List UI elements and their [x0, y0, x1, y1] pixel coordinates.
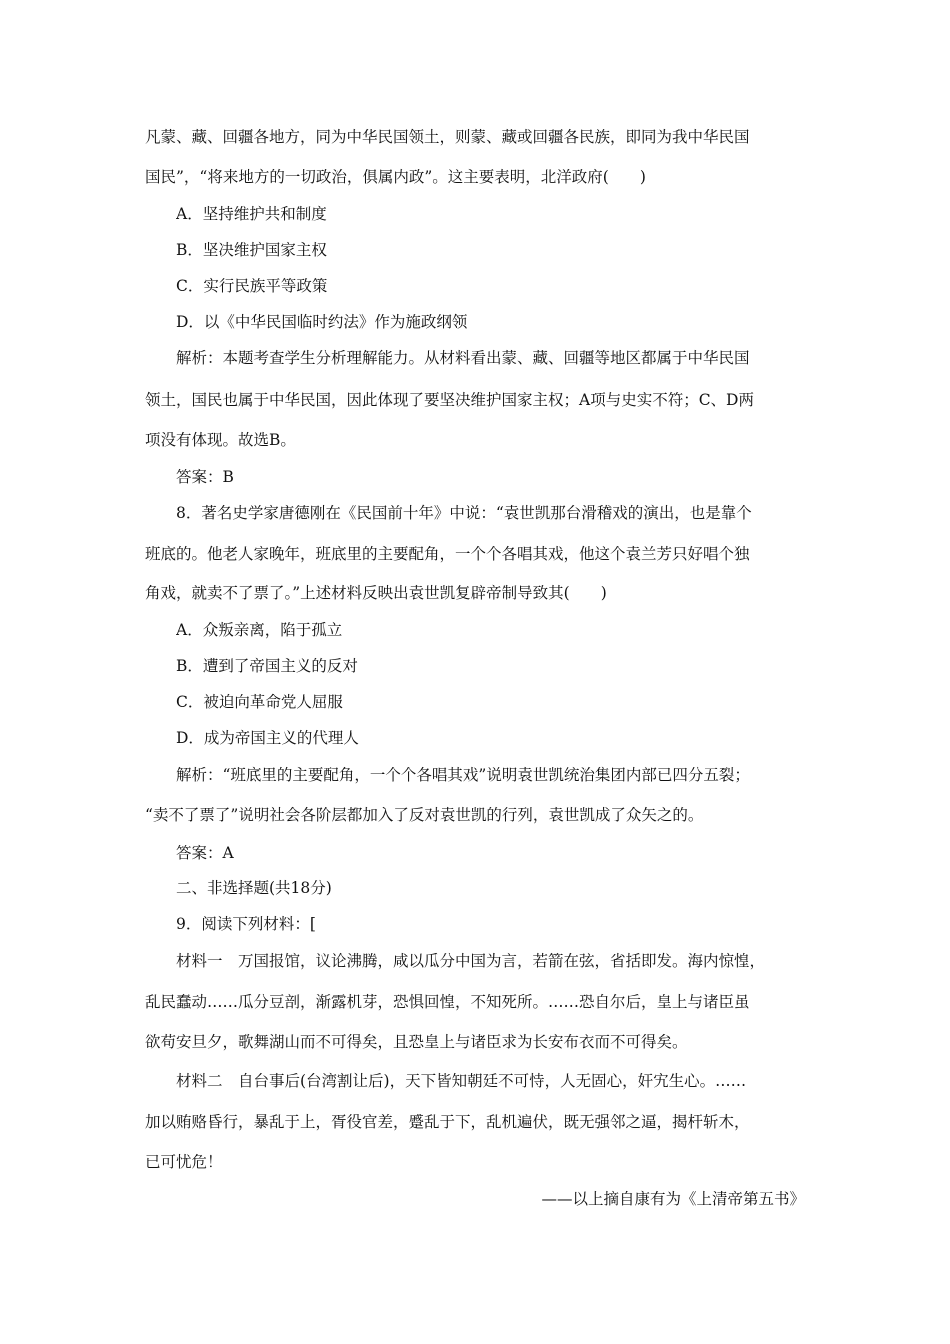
q7-answer: 答案：B	[176, 468, 234, 486]
q8-option-b: B．遭到了帝国主义的反对	[176, 657, 358, 675]
q8-option-d: D．成为帝国主义的代理人	[176, 729, 359, 747]
section-2-heading: 二、非选择题(共18分)	[176, 879, 332, 897]
q9-material-1-line-3: 欲苟安旦夕，歌舞湖山而不可得矣，且恐皇上与诸臣求为长安布衣而不可得矣。	[145, 1033, 688, 1051]
q8-analysis-line-2: “卖不了票了”说明社会各阶层都加入了反对袁世凯的行列，袁世凯成了众矢之的。	[145, 806, 704, 824]
q9-material-1-line-1: 材料一 万国报馆，议论沸腾，咸以瓜分中国为言，若箭在弦，省括即发。海内惊惶，	[176, 952, 766, 970]
q8-stem-line-1: 8．著名史学家唐德刚在《民国前十年》中说：“袁世凯那台滑稽戏的演出，也是靠个	[176, 504, 752, 522]
q7-analysis-line-2: 领土，国民也属于中华民国，因此体现了要坚决维护国家主权；A项与史实不符；C、D两	[145, 391, 754, 409]
q8-answer: 答案：A	[176, 844, 234, 862]
q7-stem-line-1: 凡蒙、藏、回疆各地方，同为中华民国领土，则蒙、藏或回疆各民族，即同为我中华民国	[145, 128, 750, 146]
q9-intro: 9．阅读下列材料：[	[176, 915, 316, 933]
q7-option-c: C．实行民族平等政策	[176, 277, 328, 295]
q7-option-d: D．以《中华民国临时约法》作为施政纲领	[176, 313, 468, 331]
q8-stem-line-3: 角戏，就卖不了票了。”上述材料反映出袁世凯复辟帝制导致其( )	[145, 584, 607, 602]
q9-material-2-line-3: 已可忧危！	[145, 1153, 223, 1171]
q7-stem-line-2: 国民”，“将来地方的一切政治，俱属内政”。这主要表明，北洋政府( )	[145, 168, 646, 186]
q9-source-citation: ——以上摘自康有为《上清帝第五书》	[541, 1190, 805, 1208]
q8-option-a: A．众叛亲离，陷于孤立	[176, 621, 343, 639]
q8-option-c: C．被迫向革命党人屈服	[176, 693, 343, 711]
q7-analysis-line-1: 解析：本题考查学生分析理解能力。从材料看出蒙、藏、回疆等地区都属于中华民国	[176, 349, 750, 367]
q8-analysis-line-1: 解析：“班底里的主要配角，一个个各唱其戏”说明袁世凯统治集团内部已四分五裂；	[176, 766, 750, 784]
q9-material-2-line-2: 加以贿赂昏行，暴乱于上，胥役官差，蹙乱于下，乱机遍伏，既无强邻之逼，揭杆斩木，	[145, 1113, 750, 1131]
q9-material-1-line-2: 乱民蠢动……瓜分豆剖，渐露机芽，恐惧回惶，不知死所。……恐自尔后，皇上与诸臣虽	[145, 993, 750, 1011]
q7-option-a: A．坚持维护共和制度	[176, 205, 327, 223]
q7-option-b: B．坚决维护国家主权	[176, 241, 327, 259]
q9-material-2-line-1: 材料二 自台事后(台湾割让后)，天下皆知朝廷不可恃，人无固心，奸宄生心。……	[176, 1072, 747, 1090]
q8-stem-line-2: 班底的。他老人家晚年，班底里的主要配角，一个个各唱其戏，他这个袁兰芳只好唱个独	[145, 545, 750, 563]
q7-analysis-line-3: 项没有体现。故选B。	[145, 431, 296, 449]
